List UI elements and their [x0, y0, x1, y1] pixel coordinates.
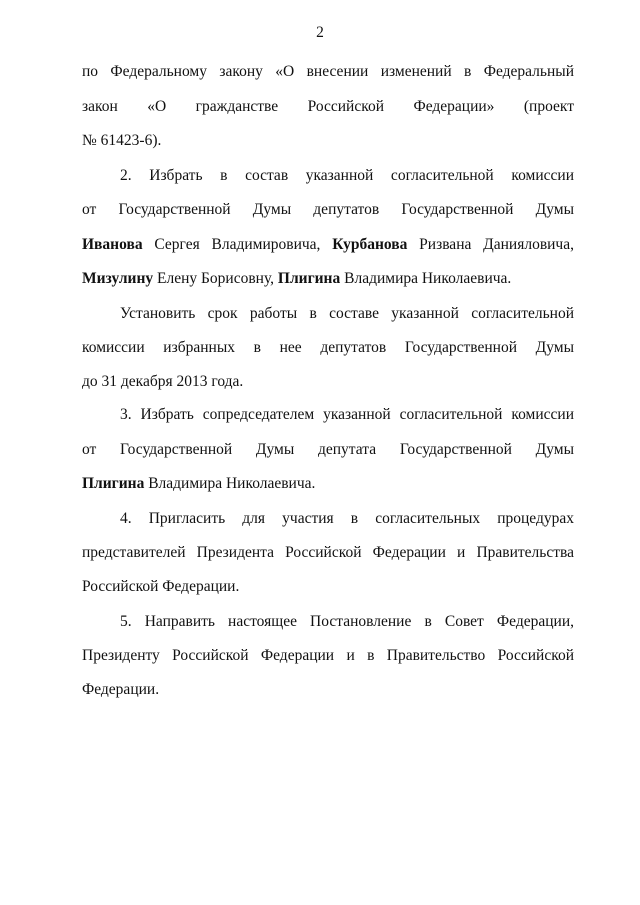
text-span: Елену Борисовну,	[153, 270, 278, 287]
text-span: закон «О гражданстве Российской Федерации» (проект	[82, 98, 574, 115]
text-span: Установить срок работы в составе указанной согласительной	[120, 305, 574, 322]
deputy-name: Плигина	[277, 270, 341, 287]
text-span: от Государственной Думы депутатов Государственной Думы	[82, 201, 574, 218]
text-line	[82, 269, 574, 289]
text-line	[82, 474, 574, 494]
deputy-name: Мизулину	[82, 270, 154, 287]
text-line	[120, 509, 574, 529]
text-span: до 31 декабря 2013 года.	[82, 373, 244, 390]
text-span: 3. Избрать сопредседателем указанной согласительной комиссии	[120, 406, 574, 423]
text-span: Ризвана Данияловича,	[407, 236, 574, 253]
text-span: 5. Направить настоящее Постановление в Совет Федерации,	[120, 613, 574, 630]
text-line	[82, 440, 574, 460]
text-span: № 61423-6).	[82, 132, 162, 149]
text-span: 2. Избрать в состав указанной согласительной комиссии	[120, 167, 574, 184]
text-span: по Федеральному закону «О внесении изменений в Федеральный	[82, 63, 574, 80]
text-line	[120, 405, 574, 425]
text-span: Федерации.	[82, 681, 160, 698]
deputy-name: Плигина	[82, 475, 145, 492]
text-line	[82, 372, 574, 392]
deputy-name: Иванова	[82, 236, 143, 253]
text-line	[120, 304, 574, 324]
text-line	[82, 97, 574, 117]
text-line	[120, 166, 574, 186]
text-line	[82, 235, 574, 255]
text-span: представителей Президента Российской Федерации и Правительства	[82, 544, 574, 561]
text-span: Российской Федерации.	[82, 578, 240, 595]
text-span: комиссии избранных в нее депутатов Государственной Думы	[82, 339, 574, 356]
text-line	[82, 543, 574, 563]
text-span: Президенту Российской Федерации и в Правительство Российской	[82, 647, 574, 664]
text-line	[82, 646, 574, 666]
text-span: от Государственной Думы депутата Государственной Думы	[82, 441, 574, 458]
text-span: Владимира Николаевича.	[144, 475, 316, 492]
page-number: 2	[316, 24, 324, 41]
text-line	[82, 338, 574, 358]
text-line	[82, 131, 574, 151]
text-line	[82, 62, 574, 82]
text-line	[82, 680, 574, 700]
text-span: 4. Пригласить для участия в согласительных процедурах	[120, 510, 574, 527]
deputy-name: Курбанова	[332, 236, 408, 253]
text-line	[82, 200, 574, 220]
text-line	[82, 577, 574, 597]
text-line	[120, 612, 574, 632]
text-span: Сергея Владимировича,	[142, 236, 333, 253]
text-span: Владимира Николаевича.	[340, 270, 512, 287]
